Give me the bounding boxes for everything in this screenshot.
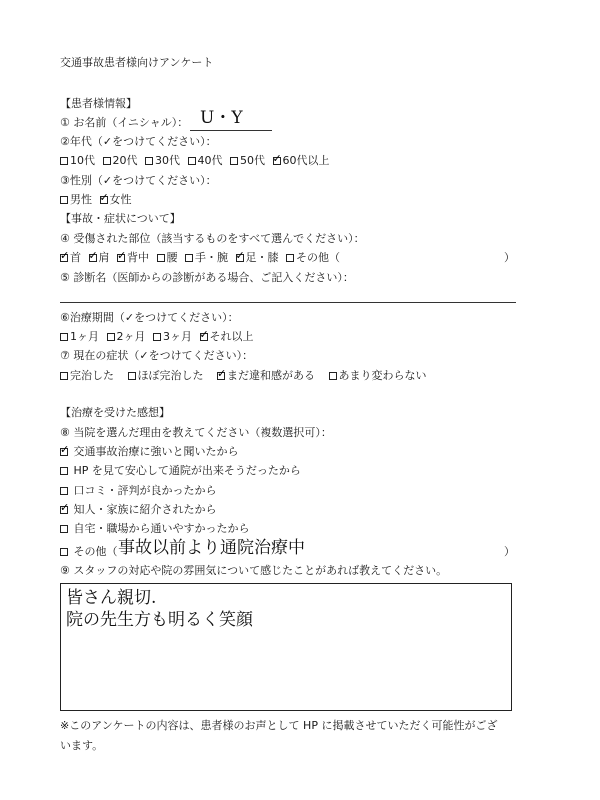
reason-item[interactable]: ✓ 知人・家族に紹介されたから — [60, 504, 217, 515]
checkbox[interactable] — [188, 157, 196, 165]
gender-options — [60, 194, 136, 205]
checkbox-checked[interactable] — [117, 254, 125, 262]
checkbox[interactable] — [60, 467, 68, 475]
checkbox-checked[interactable] — [273, 157, 281, 165]
injury-close-paren: ） — [504, 251, 515, 264]
age-option[interactable]: 30代 — [145, 154, 180, 167]
period-label: ⑥治療期間（✓をつけてください）： — [60, 311, 239, 324]
reason-item[interactable]: HP を見て安心して通院が出来そうだったから — [60, 465, 301, 476]
gender-option[interactable]: ✓ 女性 — [100, 193, 132, 206]
reason-item[interactable]: 口コミ・評判が良かったから — [60, 485, 217, 496]
period-options — [60, 331, 258, 342]
gender-option[interactable]: 男性 — [60, 193, 92, 206]
injury-option[interactable]: 腰 — [157, 251, 178, 264]
checkbox[interactable] — [60, 548, 68, 556]
symptom-label: ⑦ 現在の症状（✓をつけてください）： — [60, 349, 254, 362]
symptom-option[interactable]: 完治した — [60, 369, 114, 382]
name-underline — [190, 130, 272, 131]
checkbox-checked[interactable] — [200, 333, 208, 341]
gender-label: ③性別（✓をつけてください）： — [60, 174, 217, 187]
checkbox[interactable] — [60, 196, 68, 204]
checkbox[interactable] — [329, 372, 337, 380]
name-label: ① お名前（イニシャル）： — [60, 116, 189, 129]
period-option[interactable]: ✓ それ以上 — [200, 330, 254, 343]
period-option[interactable]: 2ヶ月 — [107, 330, 146, 343]
checkbox[interactable] — [153, 333, 161, 341]
checkbox-checked[interactable] — [60, 448, 68, 456]
checkbox[interactable] — [60, 487, 68, 495]
period-option[interactable]: 1ヶ月 — [60, 330, 99, 343]
checkbox-checked[interactable] — [217, 372, 225, 380]
symptom-option[interactable]: あまり変わらない — [329, 369, 427, 382]
injury-label: ④ 受傷された部位（該当するものをすべて選んでください）： — [60, 232, 365, 245]
reason-item[interactable]: ✓ 交通事故治療に強いと聞いたから — [60, 446, 239, 457]
checkbox[interactable] — [185, 254, 193, 262]
staff-label: ⑨ スタッフの対応や院の雰囲気について感じたことがあれば教えてください。 — [60, 564, 448, 577]
injury-option[interactable]: その他（ — [286, 251, 340, 264]
age-option[interactable]: 50代 — [230, 154, 265, 167]
checkbox[interactable] — [286, 254, 294, 262]
age-label: ②年代（✓をつけてください）： — [60, 135, 217, 148]
checkbox[interactable] — [157, 254, 165, 262]
age-option[interactable]: ✓ 60代以上 — [273, 154, 330, 167]
patient-info-heading: 【患者様情報】 — [60, 97, 137, 110]
age-option[interactable]: 10代 — [60, 154, 95, 167]
checkbox-checked[interactable] — [89, 254, 97, 262]
staff-comment-line-1: 皆さん親切. — [66, 588, 157, 608]
footnote-line-2: います。 — [60, 739, 104, 752]
injury-option[interactable]: ✓首 — [60, 251, 81, 264]
reason-close-paren: ） — [504, 545, 515, 558]
name-value[interactable]: U・Y — [200, 108, 243, 128]
checkbox-checked[interactable] — [60, 506, 68, 514]
checkbox-checked[interactable] — [236, 254, 244, 262]
period-option[interactable]: 3ヶ月 — [153, 330, 192, 343]
checkbox[interactable] — [103, 157, 111, 165]
reason-item[interactable]: 自宅・職場から通いやすかったから — [60, 523, 250, 534]
age-options — [60, 155, 334, 166]
diagnosis-line — [60, 302, 516, 303]
checkbox[interactable] — [145, 157, 153, 165]
impressions-heading: 【治療を受けた感想】 — [60, 406, 170, 419]
checkbox[interactable] — [60, 525, 68, 533]
age-option[interactable]: 40代 — [188, 154, 223, 167]
symptom-option[interactable]: ほぼ完治した — [128, 369, 204, 382]
checkbox-checked[interactable] — [100, 196, 108, 204]
reason-label: ⑧ 当院を選んだ理由を教えてください（複数選択可）： — [60, 426, 332, 439]
reason-other-value[interactable]: 事故以前より通院治療中 — [118, 538, 305, 558]
checkbox-checked[interactable] — [60, 254, 68, 262]
footnote-line-1: ※このアンケートの内容は、患者様のお声として HP に掲載させていただく可能性がござ — [60, 719, 498, 732]
injury-option[interactable]: ✓ 足・膝 — [236, 251, 279, 264]
injury-option[interactable]: ✓ 肩 — [89, 251, 110, 264]
injury-option[interactable]: 手・腕 — [185, 251, 228, 264]
injury-option[interactable]: ✓ 背中 — [117, 251, 149, 264]
age-option[interactable]: 20代 — [103, 154, 138, 167]
reason-item-other[interactable]: その他（ — [60, 546, 118, 557]
checkbox[interactable] — [128, 372, 136, 380]
checkbox[interactable] — [60, 372, 68, 380]
survey-title: 交通事故患者様向けアンケート — [60, 56, 214, 69]
checkbox[interactable] — [230, 157, 238, 165]
symptom-options — [60, 370, 431, 381]
checkbox[interactable] — [60, 333, 68, 341]
symptom-option[interactable]: ✓ まだ違和感がある — [217, 369, 315, 382]
checkbox[interactable] — [107, 333, 115, 341]
staff-comment-line-2: 院の先生方も明るく笑顔 — [66, 610, 253, 630]
injury-options — [60, 252, 344, 263]
accident-heading: 【事故・症状について】 — [60, 212, 181, 225]
diagnosis-label: ⑤ 診断名（医師からの診断がある場合、ご記入ください）： — [60, 271, 354, 284]
checkbox[interactable] — [60, 157, 68, 165]
